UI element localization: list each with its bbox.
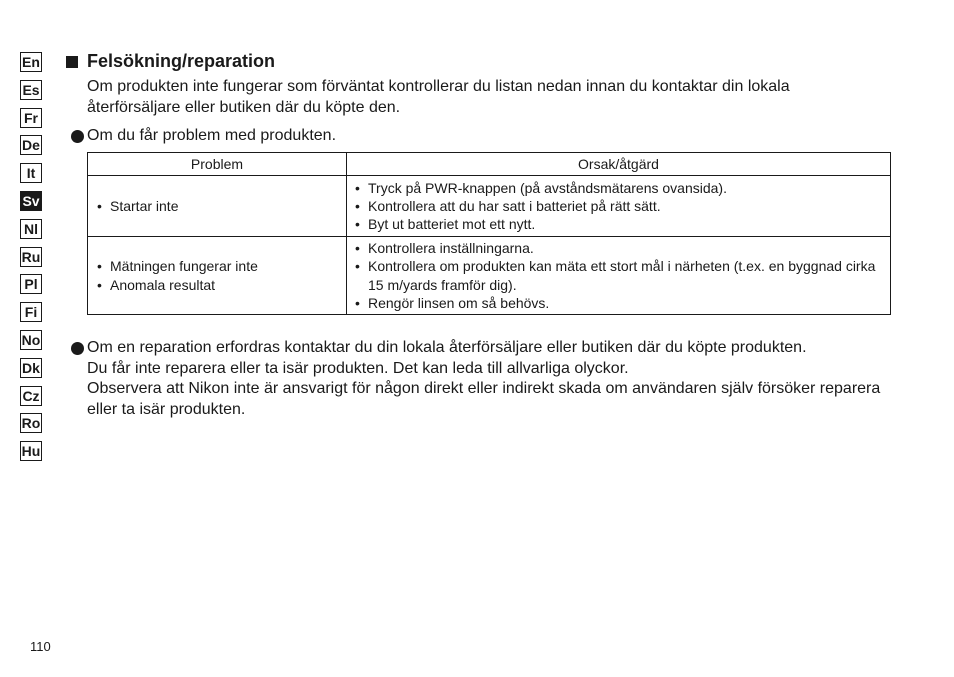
list-item: • Kontrollera att du har satt i batteriet på rätt sätt. xyxy=(347,197,890,215)
lang-tab-pl[interactable]: Pl xyxy=(20,274,42,294)
lang-tab-hu[interactable]: Hu xyxy=(21,443,41,460)
problem-cell xyxy=(88,176,347,237)
lang-tab-en[interactable]: En xyxy=(20,52,42,72)
repair-line: Observera att Nikon inte är ansvarigt för någon direkt eller indirekt skada om användaren själv försöker reparera eller ta isär produkten. xyxy=(87,380,881,418)
table-row xyxy=(88,237,891,315)
lang-tab-it[interactable]: It xyxy=(20,163,42,183)
list-item: • Startar inte xyxy=(88,197,346,215)
lang-tab-es[interactable]: Es xyxy=(20,80,42,100)
square-bullet-icon xyxy=(66,56,78,68)
cause-cell xyxy=(347,237,891,315)
repair-text xyxy=(87,338,887,420)
lang-tab-fi[interactable]: Fi xyxy=(20,302,42,322)
circle-bullet-icon xyxy=(71,130,84,143)
problems-bullet-text: Om du får problem med produkten. xyxy=(87,127,337,144)
page-number: 110 xyxy=(30,639,51,654)
lang-tab-sv[interactable]: Sv xyxy=(20,191,42,211)
circle-bullet-icon xyxy=(71,342,84,355)
list-item: • Mätningen fungerar inte xyxy=(88,257,346,275)
cause-cell xyxy=(347,176,891,237)
problems-bullet xyxy=(71,126,336,147)
lang-tab-cz[interactable]: Cz xyxy=(20,386,42,406)
lang-tab-fr[interactable]: Fr xyxy=(20,108,42,128)
list-item: • Tryck på PWR-knappen (på avståndsmätarens ovansida). xyxy=(347,179,890,197)
language-tabs xyxy=(20,52,44,469)
lang-tab-ru[interactable]: Ru xyxy=(21,248,41,265)
troubleshooting-table xyxy=(87,152,891,315)
header-problem: Problem xyxy=(88,153,347,176)
repair-note xyxy=(71,338,891,420)
lang-tab-dk[interactable]: Dk xyxy=(20,358,42,378)
repair-line: Du får inte reparera eller ta isär produkten. Det kan leda till allvarliga olyckor. xyxy=(87,359,629,377)
list-item: • Byt ut batteriet mot ett nytt. xyxy=(347,215,890,233)
lang-tab-de[interactable]: De xyxy=(20,135,42,155)
lang-tab-nl[interactable]: Nl xyxy=(20,219,42,239)
section-heading xyxy=(66,51,275,72)
list-item: • Rengör linsen om så behövs. xyxy=(347,294,890,312)
lang-tab-no[interactable]: No xyxy=(21,331,41,348)
intro-paragraph: Om produkten inte fungerar som förväntat kontrollerar du listan nedan innan du kontaktar din lokala återförsäljare eller butiken där du köpte den. xyxy=(87,78,790,116)
list-item: • Kontrollera inställningarna. xyxy=(347,239,890,257)
table-row xyxy=(88,176,891,237)
list-item: • Kontrollera om produkten kan mäta ett stort mål i närheten (t.ex. en byggnad cirka 15 m/yards framför dig). xyxy=(347,257,890,293)
problem-cell xyxy=(88,237,347,315)
lang-tab-ro[interactable]: Ro xyxy=(21,415,41,432)
list-item: • Anomala resultat xyxy=(88,276,346,294)
table-header-row xyxy=(88,153,891,176)
section-title: Felsökning/reparation xyxy=(87,51,276,71)
header-cause: Orsak/åtgärd xyxy=(347,153,891,176)
repair-line: Om en reparation erfordras kontaktar du din lokala återförsäljare eller butiken där du köpte produkten. xyxy=(87,339,807,356)
